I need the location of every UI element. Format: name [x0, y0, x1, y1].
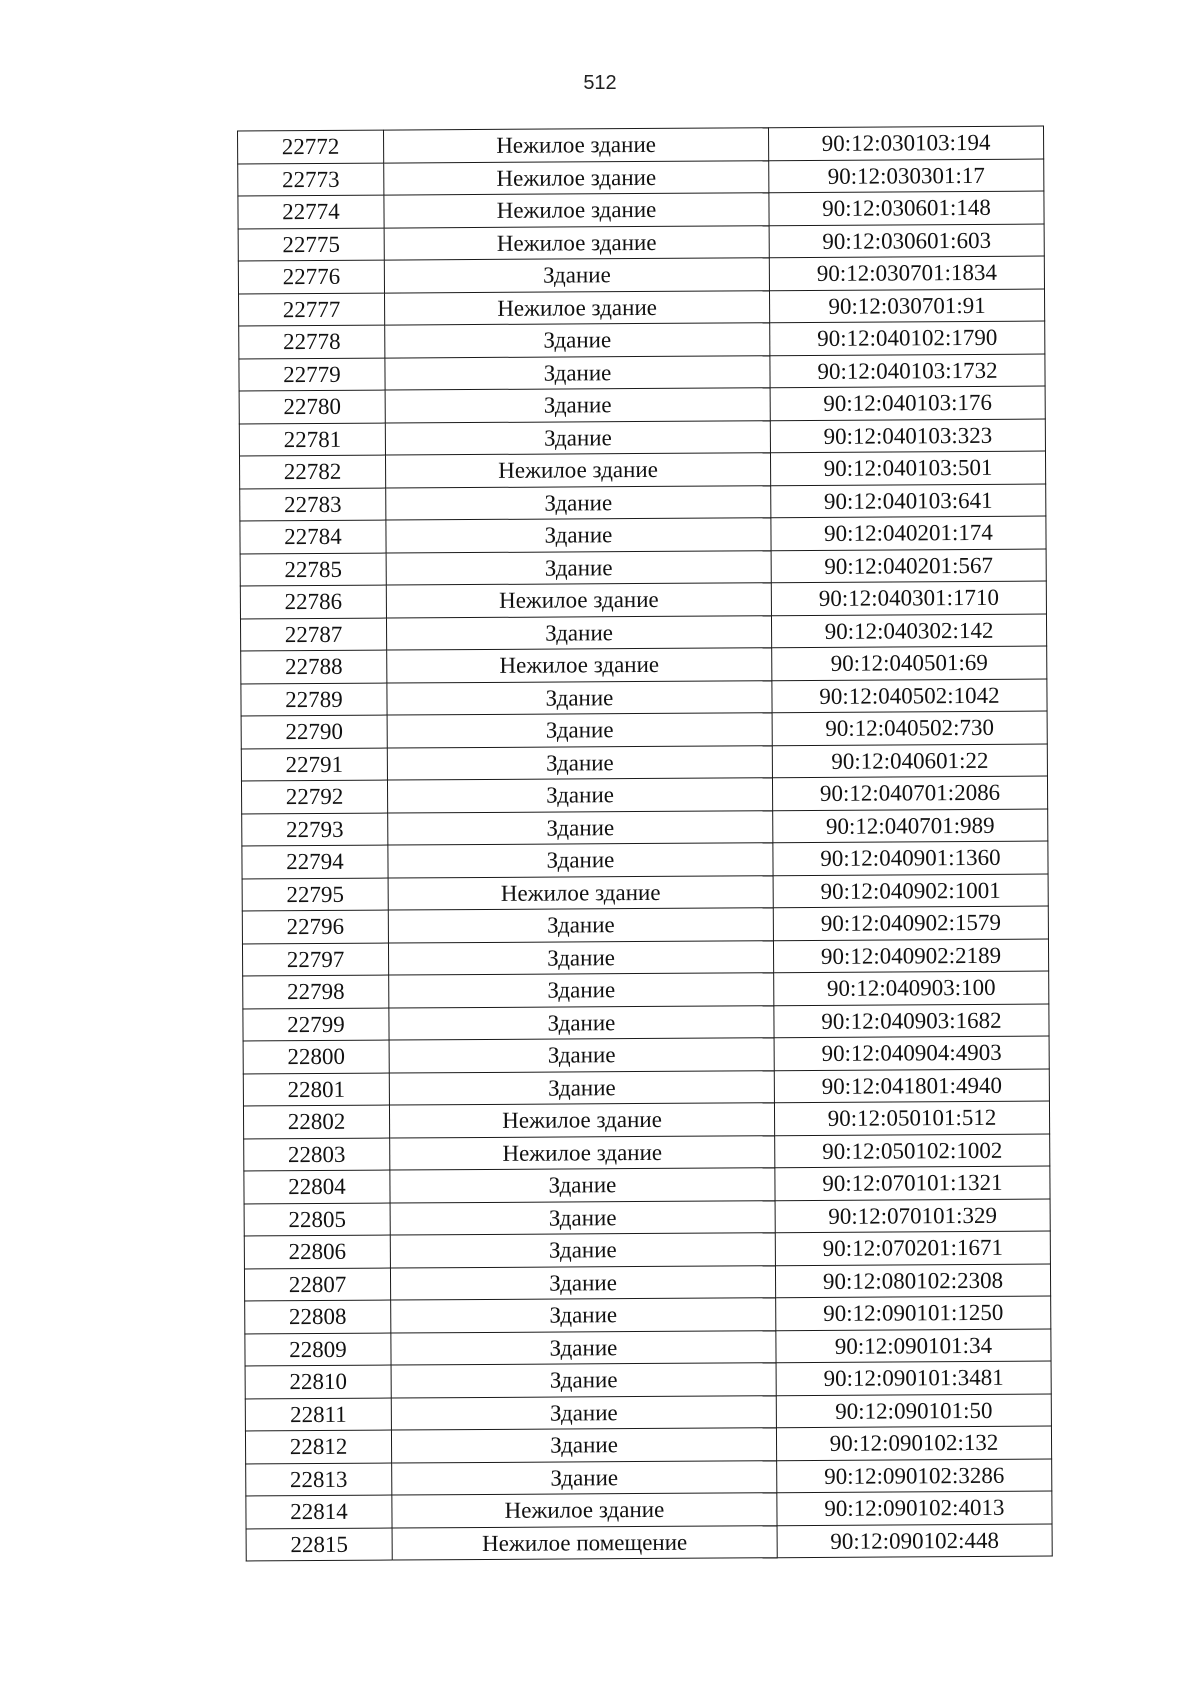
- row-number-cell: 22798: [243, 975, 389, 1008]
- cadastral-number-cell: 90:12:040902:1001: [773, 874, 1048, 908]
- table-row: [244, 1264, 1050, 1301]
- table-row: [238, 256, 1044, 293]
- table-row: [246, 1491, 1052, 1528]
- row-number-cell: 22809: [245, 1333, 391, 1366]
- row-number-cell: 22772: [238, 130, 384, 163]
- object-type-cell: Нежилое здание: [388, 875, 773, 910]
- table-row: [245, 1426, 1051, 1463]
- table-row: [245, 1361, 1051, 1398]
- object-type-cell: Здание: [386, 615, 771, 650]
- cadastral-number-cell: 90:12:030701:1834: [769, 256, 1044, 290]
- row-number-cell: 22792: [241, 780, 387, 813]
- row-number-cell: 22789: [241, 683, 387, 716]
- table-row: [239, 451, 1045, 488]
- row-number-cell: 22800: [243, 1040, 389, 1073]
- table-row: [243, 971, 1049, 1008]
- object-type-cell: Нежилое здание: [387, 648, 772, 683]
- object-type-cell: Здание: [388, 843, 773, 878]
- cadastral-number-cell: 90:12:040201:174: [771, 516, 1046, 550]
- row-number-cell: 22783: [240, 488, 386, 521]
- object-type-cell: Здание: [389, 1005, 774, 1040]
- row-number-cell: 22776: [238, 260, 384, 293]
- row-number-cell: 22775: [238, 228, 384, 261]
- object-type-cell: Здание: [389, 1038, 774, 1073]
- table-row: [244, 1231, 1050, 1268]
- row-number-cell: 22811: [245, 1398, 391, 1431]
- cadastral-number-cell: 90:12:040902:1579: [773, 906, 1048, 940]
- cadastral-number-cell: 90:12:040201:567: [771, 549, 1046, 583]
- cadastral-number-cell: 90:12:090102:4013: [777, 1491, 1052, 1525]
- cadastral-number-cell: 90:12:030103:194: [769, 126, 1044, 160]
- row-number-cell: 22788: [241, 650, 387, 683]
- row-number-cell: 22806: [244, 1235, 390, 1268]
- cadastral-number-cell: 90:12:030601:148: [769, 191, 1044, 225]
- table-row: [240, 484, 1046, 521]
- cadastral-number-cell: 90:12:040301:1710: [771, 581, 1046, 615]
- object-type-cell: Здание: [385, 323, 770, 358]
- row-number-cell: 22786: [240, 585, 386, 618]
- object-type-cell: Здание: [386, 485, 771, 520]
- row-number-cell: 22815: [246, 1528, 392, 1561]
- cadastral-number-cell: 90:12:040903:100: [774, 971, 1049, 1005]
- table-row: [242, 874, 1048, 911]
- row-number-cell: 22793: [242, 813, 388, 846]
- table-body: [238, 126, 1053, 1561]
- cadastral-number-cell: 90:12:040102:1790: [770, 321, 1045, 355]
- cadastral-number-cell: 90:12:090102:3286: [777, 1459, 1052, 1493]
- row-number-cell: 22795: [242, 878, 388, 911]
- object-type-cell: Нежилое здание: [384, 225, 769, 260]
- object-type-cell: Нежилое здание: [390, 1135, 775, 1170]
- object-type-cell: Здание: [385, 355, 770, 390]
- row-number-cell: 22779: [239, 358, 385, 391]
- object-type-cell: Здание: [390, 1265, 775, 1300]
- cadastral-number-cell: 90:12:070201:1671: [775, 1231, 1050, 1265]
- table-row: [241, 744, 1047, 781]
- object-type-cell: Здание: [391, 1428, 776, 1463]
- table-row: [239, 289, 1045, 326]
- table-row: [244, 1134, 1050, 1171]
- cadastral-number-cell: 90:12:040501:69: [772, 646, 1047, 680]
- table-row: [246, 1459, 1052, 1496]
- row-number-cell: 22807: [244, 1268, 390, 1301]
- table-row: [242, 841, 1048, 878]
- row-number-cell: 22794: [242, 845, 388, 878]
- object-type-cell: Здание: [384, 258, 769, 293]
- table-row: [245, 1296, 1051, 1333]
- object-type-cell: Нежилое здание: [389, 1103, 774, 1138]
- object-type-cell: Нежилое здание: [384, 193, 769, 228]
- cadastral-number-cell: 90:12:040103:323: [770, 419, 1045, 453]
- cadastral-number-cell: 90:12:070101:1321: [775, 1166, 1050, 1200]
- table-row: [238, 191, 1044, 228]
- object-type-cell: Здание: [389, 973, 774, 1008]
- object-type-cell: Здание: [391, 1395, 776, 1430]
- row-number-cell: 22781: [239, 423, 385, 456]
- property-table: [237, 126, 1053, 1562]
- table-row: [241, 711, 1047, 748]
- row-number-cell: 22805: [244, 1203, 390, 1236]
- row-number-cell: 22785: [240, 553, 386, 586]
- cadastral-number-cell: 90:12:090102:132: [776, 1426, 1051, 1460]
- table-row: [244, 1199, 1050, 1236]
- object-type-cell: Здание: [386, 550, 771, 585]
- object-type-cell: Здание: [390, 1200, 775, 1235]
- row-number-cell: 22810: [245, 1365, 391, 1398]
- object-type-cell: Нежилое здание: [386, 583, 771, 618]
- row-number-cell: 22813: [246, 1463, 392, 1496]
- table-row: [238, 126, 1044, 163]
- cadastral-number-cell: 90:12:041801:4940: [774, 1069, 1049, 1103]
- row-number-cell: 22812: [245, 1430, 391, 1463]
- cadastral-number-cell: 90:12:070101:329: [775, 1199, 1050, 1233]
- row-number-cell: 22802: [243, 1105, 389, 1138]
- row-number-cell: 22780: [239, 390, 385, 423]
- cadastral-number-cell: 90:12:040103:501: [770, 451, 1045, 485]
- object-type-cell: Здание: [391, 1298, 776, 1333]
- table-row: [238, 224, 1044, 261]
- row-number-cell: 22803: [244, 1138, 390, 1171]
- cadastral-number-cell: 90:12:040103:1732: [770, 354, 1045, 388]
- table-row: [239, 386, 1045, 423]
- object-type-cell: Здание: [385, 420, 770, 455]
- cadastral-number-cell: 90:12:040701:989: [773, 809, 1048, 843]
- table-row: [243, 1004, 1049, 1041]
- page-number: 512: [583, 72, 617, 94]
- object-type-cell: Здание: [385, 388, 770, 423]
- cadastral-number-cell: 90:12:050102:1002: [775, 1134, 1050, 1168]
- row-number-cell: 22778: [239, 325, 385, 358]
- object-type-cell: Здание: [391, 1330, 776, 1365]
- table-row: [241, 679, 1047, 716]
- cadastral-number-cell: 90:12:090101:1250: [776, 1296, 1051, 1330]
- object-type-cell: Здание: [386, 518, 771, 553]
- object-type-cell: Здание: [388, 908, 773, 943]
- table-row: [245, 1394, 1051, 1431]
- cadastral-number-cell: 90:12:040302:142: [771, 614, 1046, 648]
- object-type-cell: Нежилое здание: [385, 453, 770, 488]
- row-number-cell: 22799: [243, 1008, 389, 1041]
- cadastral-number-cell: 90:12:090101:3481: [776, 1361, 1051, 1395]
- cadastral-number-cell: 90:12:040902:2189: [773, 939, 1048, 973]
- table-row: [240, 614, 1046, 651]
- object-type-cell: Здание: [392, 1460, 777, 1495]
- table-row: [246, 1524, 1052, 1561]
- table-row: [243, 1101, 1049, 1138]
- row-number-cell: 22796: [242, 910, 388, 943]
- table-row: [241, 776, 1047, 813]
- row-number-cell: 22814: [246, 1495, 392, 1528]
- cadastral-number-cell: 90:12:040903:1682: [774, 1004, 1049, 1038]
- cadastral-number-cell: 90:12:040904:4903: [774, 1036, 1049, 1070]
- cadastral-number-cell: 90:12:090101:50: [776, 1394, 1051, 1428]
- table-row: [244, 1166, 1050, 1203]
- object-type-cell: Здание: [387, 745, 772, 780]
- table-row: [241, 646, 1047, 683]
- row-number-cell: 22790: [241, 715, 387, 748]
- cadastral-number-cell: 90:12:040601:22: [772, 744, 1047, 778]
- table-row: [239, 321, 1045, 358]
- cadastral-number-cell: 90:12:030301:17: [769, 159, 1044, 193]
- object-type-cell: Нежилое здание: [384, 128, 769, 163]
- table-row: [238, 159, 1044, 196]
- row-number-cell: 22797: [242, 943, 388, 976]
- cadastral-number-cell: 90:12:040901:1360: [773, 841, 1048, 875]
- row-number-cell: 22804: [244, 1170, 390, 1203]
- table-row: [239, 354, 1045, 391]
- table-row: [242, 906, 1048, 943]
- object-type-cell: Нежилое здание: [392, 1493, 777, 1528]
- object-type-cell: Здание: [388, 940, 773, 975]
- cadastral-number-cell: 90:12:030701:91: [769, 289, 1044, 323]
- row-number-cell: 22773: [238, 163, 384, 196]
- cadastral-number-cell: 90:12:040701:2086: [772, 776, 1047, 810]
- object-type-cell: Здание: [389, 1070, 774, 1105]
- table-row: [240, 516, 1046, 553]
- cadastral-number-cell: 90:12:040103:641: [771, 484, 1046, 518]
- object-type-cell: Здание: [390, 1233, 775, 1268]
- row-number-cell: 22774: [238, 195, 384, 228]
- cadastral-number-cell: 90:12:040502:730: [772, 711, 1047, 745]
- cadastral-number-cell: 90:12:090101:34: [776, 1329, 1051, 1363]
- table-row: [242, 809, 1048, 846]
- table-row: [240, 549, 1046, 586]
- row-number-cell: 22777: [239, 293, 385, 326]
- cadastral-number-cell: 90:12:040103:176: [770, 386, 1045, 420]
- row-number-cell: 22791: [241, 748, 387, 781]
- row-number-cell: 22787: [240, 618, 386, 651]
- table-row: [242, 939, 1048, 976]
- table-row: [243, 1069, 1049, 1106]
- table-row: [239, 419, 1045, 456]
- row-number-cell: 22808: [245, 1300, 391, 1333]
- object-type-cell: Здание: [387, 713, 772, 748]
- object-type-cell: Нежилое помещение: [392, 1525, 777, 1560]
- cadastral-number-cell: 90:12:080102:2308: [775, 1264, 1050, 1298]
- table-row: [240, 581, 1046, 618]
- object-type-cell: Здание: [388, 810, 773, 845]
- cadastral-number-cell: 90:12:050101:512: [774, 1101, 1049, 1135]
- row-number-cell: 22784: [240, 520, 386, 553]
- row-number-cell: 22801: [243, 1073, 389, 1106]
- object-type-cell: Здание: [391, 1363, 776, 1398]
- table-row: [243, 1036, 1049, 1073]
- table-row: [245, 1329, 1051, 1366]
- object-type-cell: Здание: [387, 778, 772, 813]
- object-type-cell: Нежилое здание: [384, 160, 769, 195]
- cadastral-number-cell: 90:12:090102:448: [777, 1524, 1052, 1558]
- object-type-cell: Здание: [387, 680, 772, 715]
- row-number-cell: 22782: [239, 455, 385, 488]
- object-type-cell: Нежилое здание: [385, 290, 770, 325]
- object-type-cell: Здание: [390, 1168, 775, 1203]
- cadastral-number-cell: 90:12:030601:603: [769, 224, 1044, 258]
- cadastral-number-cell: 90:12:040502:1042: [772, 679, 1047, 713]
